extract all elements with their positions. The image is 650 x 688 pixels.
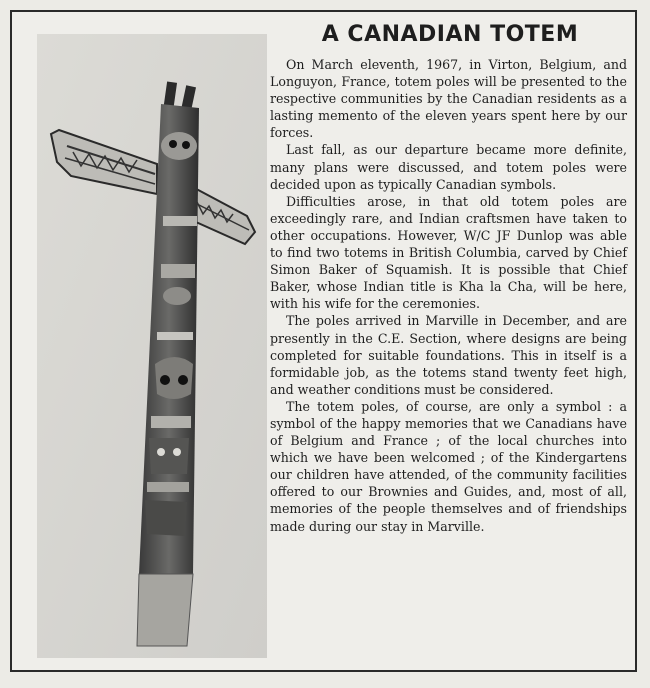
article-paragraph: Last fall, as our departure became more definite, many plans were discussed, and totem poles were decided upon as typically Canadian symbols. <box>270 142 627 192</box>
article-frame <box>10 10 637 672</box>
article-title: A CANADIAN TOTEM <box>321 22 579 47</box>
article-paragraph: The totem poles, of course, are only a symbol : a symbol of the happy memories that we Canadians have of Belgium and France ; of the local churches into which we have been welcomed ; of the Kindergartens our children have attended, of the community facilities offered to our Brownies and Guides, and, most of all, memories of the people themselves and of friendships made during our stay in Marville. <box>270 398 627 534</box>
article-body <box>270 56 627 535</box>
article-paragraph: The poles arrived in Marville in December, and are presently in the C.E. Section, where designs are being completed for suitable foundations. This in itself is a formidable job, as the totems stand twenty feet high, and weather conditions must be considered. <box>270 313 627 397</box>
totem-pole-illustration <box>37 34 267 658</box>
article-paragraph: Difficulties arose, in that old totem poles are exceedingly rare, and Indian craftsmen have taken to other occupations. However, W/C JF Dunlop was able to find two totems in British Columbia, carved by Chief Simon Baker of Squamish. It is possible that Chief Baker, whose Indian title is Kha la Cha, will be here, with his wife for the ceremonies. <box>270 193 627 312</box>
article-paragraph: On March eleventh, 1967, in Virton, Belgium, and Longuyon, France, totem poles will be presented to the respective communities by the Canadian residents as a lasting memento of the eleven years spent here by our forces. <box>270 57 627 141</box>
totem-pole-photo <box>37 34 267 658</box>
